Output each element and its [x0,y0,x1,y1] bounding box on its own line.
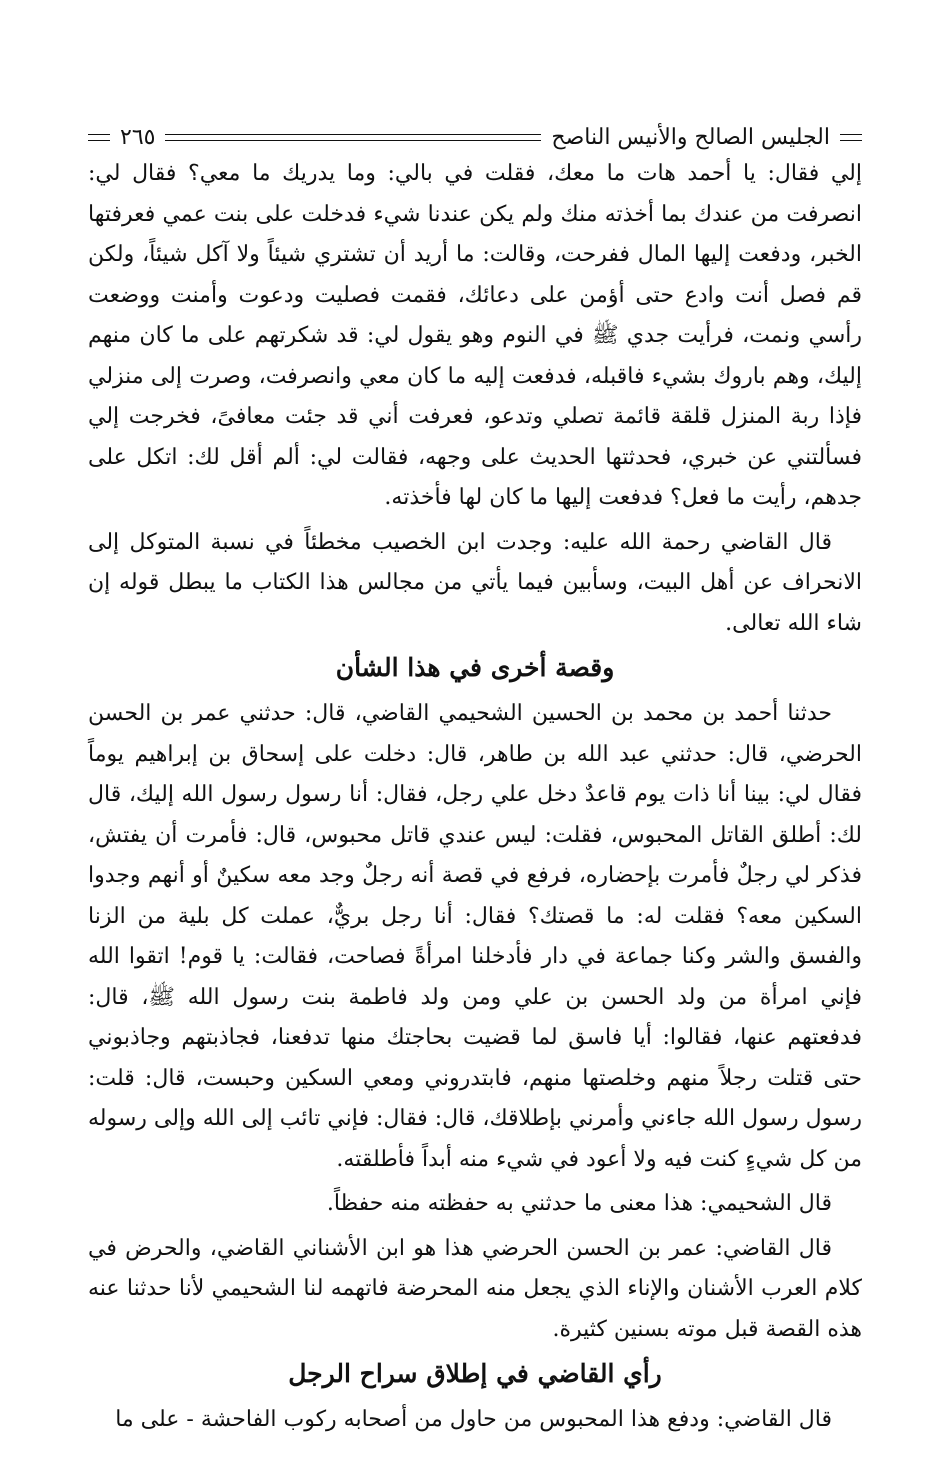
paragraph-4: قال الشحيمي: هذا معنى ما حدثني به حفظته منه حفظاً. [326,1191,832,1216]
paragraph-2: قال القاضي رحمة الله عليه: وجدت ابن الخصيب مخطئاً في نسبة المتوكل إلى الانحراف عن أهل البيت، وسأبين فيما يأتي من مجالس هذا الكتاب ما يبطل قوله إن شاء الله تعالى. [88,529,862,636]
running-header [88,120,862,154]
header-title: الجليس الصالح والأنيس الناصح [551,124,830,150]
page-number: ٢٦٥ [120,124,156,150]
paragraph-6: قال القاضي: ودفع هذا المحبوس من حاول من أصحابه ركوب الفاحشة - على ما [115,1407,832,1432]
section-heading-1: وقصة أخرى في هذا الشأن [335,653,615,682]
header-rule-end [88,134,110,141]
header-rule-start [840,134,862,141]
paragraph-3: حدثنا أحمد بن محمد بن الحسين الشحيمي القاضي، قال: حدثني عمر بن الحسن الحرضي، قال: حدثني عبد الله بن طاهر، قال: دخلت على إسحاق بن إبراهيم يوماً فقال لي: بينا أنا ذات يوم قاعدٌ دخل علي رجل، فقال: أنا رسول رسول الله إليك، قال لك: أطلق القاتل المحبوس، فقلت: ليس عندي قاتل محبوس، قال: فأمرت أن يفتش، فذكر لي رجلٌ فأمرت بإحضاره، فرفع في قصة أنه رجلٌ وجد معه سكينٌ أو أنهم وجدوا السكين معه؟ فقلت له: ما قصتك؟ فقال: أنا رجل بريٌّ، عملت كل بلية من الزنا والفسق والشر وكنا جماعة في دار فأدخلنا امرأةً فصاحت، فقالت: يا قوم! اتقوا الله فإني امرأة من ولد الحسن بن علي ومن ولد فاطمة بنت رسول الله ﷺ، قال: فدفعتهم عنها، فقالوا: أيا فاسق لما قضيت بحاجتك منها تدفعنا، فجاذبتهم وجاذبوني حتى قتلت رجلاً منهم وخلصتها منهم، فابتدروني ومعي السكين وحبست، قال: قلت: رسول رسول الله جاءني وأمرني بإطلاقك، قال: فقال: فإني تائب إلى الله وإلى رسوله من كل شيءٍ كنت فيه ولا أعود في شيء منه أبداً فأطلقته. [88,701,862,1172]
paragraph-5: قال القاضي: عمر بن الحسن الحرضي هذا هو ابن الأشناني القاضي، والحرض في كلام العرب الأشنان والإناء الذي يجعل منه المحرضة فاتهمه لنا الشحيمي لأنا حدثنا عنه هذه القصة قبل موته بسنين كثيرة. [88,1235,862,1342]
paragraph-1: إلي فقال: يا أحمد هات ما معك، فقلت في بالي: وما يدريك ما معي؟ فقال لي: انصرفت من عندك بما أخذته منك ولم يكن عندنا شيء فدخلت على بنت عمي فعرفتها الخبر، ودفعت إليها المال ففرحت، وقالت: ما أريد أن تشتري شيئاً ولا آكل شيئاً، ولكن قم فصل أنت وادع حتى أؤمن على دعائك، فقمت فصليت ودعوت وأمنت ووضعت رأسي ونمت، فرأيت جدي ﷺ في النوم وهو يقول لي: قد شكرتهم على ما كان منهم إليك، وهم باروك بشيء فاقبله، فدفعت إليه ما كان معي وانصرفت، وصرت إلى منزلي فإذا ربة المنزل قلقة قائمة تصلي وتدعو، فعرفت أني قد جئت معافىً، فخرجت إلي فسألتني عن خبري، فحدثتها الحديث على وجهه، فقالت لي: ألم أقل لك: اتكل على جدهم، رأيت ما فعل؟ فدفعت إليها ما كان لها فأخذته. [88,161,862,510]
header-rule-long [165,134,541,141]
section-heading-2: رأي القاضي في إطلاق سراح الرجل [288,1359,662,1388]
